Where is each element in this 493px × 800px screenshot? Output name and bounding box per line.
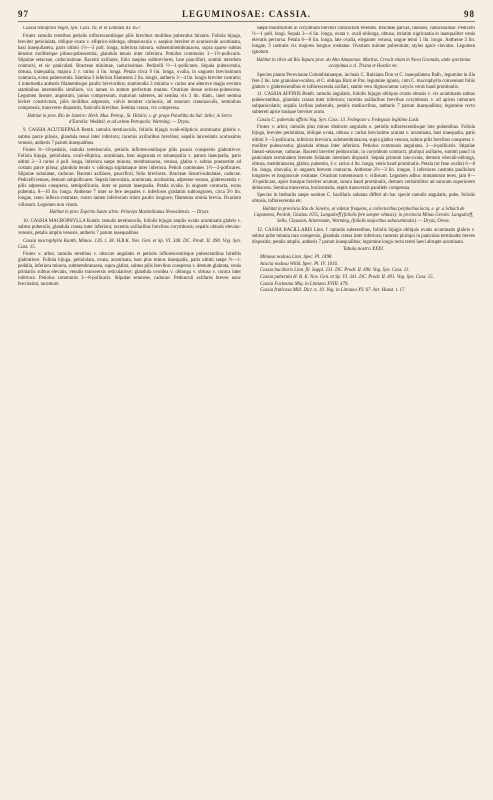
paragraph-syn-list: Acacia nodosa Willd. Spec. Pl. IV. 1016. (260, 261, 339, 267)
paragraph-center: Tabula nostra XXXI. (342, 247, 385, 253)
left-column (18, 26, 241, 794)
paragraph-syn: Cassia macrophylla Kunth, Mimos. 126. t. 38. H.B.K. Nov. Gen. et Sp. VI. 340. DC. Prodr. II. 490. Vog. Syn. Cass. 15. (18, 238, 241, 250)
right-page-number: 98 (464, 9, 475, 19)
paragraph-syn-list: Cassia Fockeana Miq. in Linnaea XVIII. 479. (260, 281, 349, 287)
paragraph-syn-list: Cassia puberula H. B. K. Nov. Gen. et Sp. VI. 341. DC. Prodr. II. 491. Vog. Syn. Cass. 15. (260, 274, 434, 280)
paragraph-body: Frutex v. arbor, ramulis teretibus v. obscure angulatis et petiolis inflorescentiisque pubescentibus hirtellis glabratisve. Foliola bijuga, petiolulata, ovata, acuminata, basi plus minus inaequalia, paris ultimi saepe ½—1-pedalia, inferiora minora, submembranacea, supra glabra, subtus pilis brevibus conspersa v. demum glabrata, venis primariis subtus elevatis, venulis transversis reticulatisve; glandula ovoidea v. oblonga v. obtusa v. conica inter inferiora. Petiolus communis 3—8-pollicaris. Stipulae setaceae, caducae. Pedunculi axillares breves nunc brevissimi, racemum (18, 252, 241, 288)
paragraph-head: 10. CASSIA MACROPHYLLA Kunth: ramulis teretiusculis, foliolis bijugis amplis ovatis acuminatis glabris v. subtus puberulis, glandula crassa inter inferiora; racemis axillaribus brevibus corymbosis; sepalis obtusis elevato-venosis, petalis amplis venosis, antheris 7 parum inaequalibus. (18, 218, 241, 237)
paragraph-body: Species in herbariis saepe nomine C. bacillaris salutata differt ab hac specie ramulis angulatis, pube, foliolis obtusis, inflorescentia etc. (252, 193, 475, 205)
page-title: LEGUMINOSAE: CASSIA. (181, 9, 312, 19)
paragraph-head: 11. CASSIA AFFINIS Benth. ramulis angulatis, foliolis bijugis obliquis ovatis obtusis v. vix acuminatis subtus pubescentibus, glandula crassa inter inferiora; racemis axillaribus brevibus corymbosis v. ad apices ramorum subpaniculatis; sepalis lavibus puberulis, petalis mediocribus, antheris 7 parum inaequalibus; legumine recto subtereti apice basique breviter acuto. (252, 92, 475, 116)
running-head (18, 9, 475, 22)
paragraph-head: 12. CASSIA BACILLARIS Linn. f. ramulis subteretibus, foliolis bijugis obliquis ovatis acuminatis glabris v. subtus pube minuta rara conspersis, glandula crassa inter inferiora; racemis pluriqui in paniculas terminales breves dispositis; petalis amplis, antheris 7 parum inaequalibus; legumine longo recto tereti laevi abrupte acuminato. (252, 227, 475, 245)
paragraph-body: Frutex 8—10-pedalis, ramulis teretiusculis, petiolis inflorescentiisque pilis paucis conspersis glabrativve. Foliola bijuga, petiolulata, ovali-elliptica, acuminata, basi angustata et subaequalia v. parum inaequalia, paris ultimi 2—3 rarius 4 poll. longa, inferiora saepe minora, membranacea, venosa, glabra v. subtus praesertim ad costam parce pilosa; glandula tenuis v. oblonga stipitataque inter inferiora. Petioli communes 1½—2-pollicares. Stipulae subulatae, caducae. Racemi axillares, pauciflori, folio breviores. Bracteae lineari-subulatae, caducae. Pedicelli tenues, demum subpollicares. Sepala lanceolata, acuminata, acutissima, adpresse venosa, glabrescentia v. pilis adpressis conspersa, semipollicaria, inter se parum inaequalia. Petala ovalia, in unguem contracta, extus pubentia, 8—10 lin. longa. Antherae 7 inter se fere aequales v. inferiores gradatim sublongiores, circa 3½ lin. longae, ramo inflexo-rostratae, rostro tamen inferiorum trium paullo longiore; filamenta omnia brevia. Ovarium villosum. Legumen non visum. (18, 148, 241, 208)
paragraph-body: Frutex ramulis teretibus petiolis inflorescentiisque pilis brevibus mollibus puberulus hirsutis. Foliola bijuga, breviter petiolulata, oblique ovata v. elliptico-oblonga, obtusiuscula v. saepius breviter et acutiuscule acuminata, basi inaequilatera, paris ultimi 1½—3 poll. longa, inferiora minora, subsemimembranacea, supra sparse subtus densius molliterque piloso-pubescentia; glandula tenuis inter inferiora. Petiolus communis 1—1½-pollicaris. Stipulae setaceae, caducissimae. Racemi axillares, folio saepius subbreviores, laxe pauciflori, summi interdum contracti, et sic paniculati. Bracteae minimae, caducissimae. Pedicelli ½—1-pollicares. Sepala pubescentia, obtusa, inaequalia, majora 3 v. rarius 4 lin. longa. Petala circa 9 lin. longa, ovalia, in unguem brevissimum contracta, extus pubescentia. Stamina 3 inferiora filamentis 2 lin. longis, antheris 3—4 lin. longis breviter rostratis; 4 intermedia antheris filamentisque paullo brevioribus; staminodia 3 minima v. rarius une alterove magis evoluto staminibus intermediis similiore, vix tamen in statum perfectum mutato. Ovarium dense sericeo-pubescens. Legumen lineare, angustum, junius compressum, maturum subteres, ad semina vix 3 lin. diam., inter semina leviter constrictum, pilis mollibus adpressis, valvis tenuiter coriaceis, ad suturam crassiusculis, seminibus compressis, transverse dispositis, funiculis brevibus. Semina crassa, vix compressa. (18, 33, 241, 112)
paragraph-hab: Habitat in prov. Rio de Janeiro: Herb. Mus. Petrop., St. Hilaire; s. gr. prope Parahiba do Sul: Sello; in Serra d'Estrella: Weddell, et ad urbem Petropolis: Warming. — Dryas. (27, 113, 232, 125)
paragraph-body: Species planta Peruvianae Columbianaeque, inclusis C. Ruiziana Don et C. inaequilatera Balb., legumine in illa fere 2 lin. lato granuloso-scabro, et C. obliqua Ruiz et Pav. legumine ignoto, cum C. macrophylla conveniunt foliis glabris v. glabrescentibus et inflorescentia axillari, statim vero dignoscuntur calycis venis haud prominulis. (252, 72, 475, 90)
paragraph-body: saepe multiflorum in corymbum breviter contractum ferentes. Bracteae parvae, lineares, caducissimae. Pedicelli ½—1 poll. longi. Sepala 3—4 lin. longa, ovata v. ovali-oblonga, obtusa, striatim nigricantia et inaequaliter venis elevatis percursa. Petala 6—8 lin. longa, late ovalia, eleganter venosa, ungue tenui 1 lin. longo. Antherae 3 lin. longae, 3 castratis vix majores longius rostratae. Ovarium minute puberulum; stylus apice clavatus. Legumen ignotum. (252, 26, 475, 56)
paragraph-syn: Cassia C. puberula affinis Vog. Syn. Cass. 13. Fedegozo v. Fedegozo legitimo Lusit. (257, 117, 420, 123)
paragraph-syn: Cassia tenuifolia Vogel, Syn. Cass. 16, et in Linnaea XI. 657. (23, 26, 142, 31)
text-columns (18, 26, 475, 794)
paragraph-body: Frutex v. arbor, ramulis plus minus distincte angulatis e. petiolis inflorescentiisque lute pubentibus. Foliola bijuga, breviter petiolulata, oblique ovata, obtusa v. rarius brevissime acutata v. acuminata, basi inaequalia, paris ultimi 3—5-pollicaria, inferiora breviora, submembranacea, supra glabra venosa, subtus pilis brevibus conspersa v. molliter pubescentia; glandula obtusa inter inferiora. Petiolus communis angulatus, 2—4-pollicaris. Stipulae lineari-setaceae, caducae. Racemi breviter pedunculati, in corymbum contracti, pluriqui axillares, summi paucl in paniculam terminalem breuem foliatam interdum dispositi. Sepala primum lato-ovata, demum obovali-oblonga, obtusa, membranacea, glabra, pubentia, 4 v. rarius 4 lin. longa, venis haud prominulis. Petala (ut fene ovalia) 6—8 lin. longa, obovalia, in unguem brevem contracta. Antherae 2½—3 lin. longae, 3 inferiores castratis paullulum longiores et longiuscule rostratae. Ovarium tomentosum v. villosum. Legumen adhuc immaturum teres, jam 8—10-pollicare, apice basique breviter acutum, sutura haud prominulis, demum verisimiliter ad suturam superiorem dehiscens. Semina transversa, horizontalia, septis transversis parallele compressa. (252, 125, 475, 191)
paragraph-syn-list: Cassia fruticosa Mill. Dict. n. 10. Vog. in Linnaea XV. 67. Act. Haust. t. 17. (260, 288, 406, 294)
paragraph-head: 9. CASSIA ACUTISEPALA Benth. ramulis teretiusculis, foliolis bijugis ovali-ellipticis acuminatis glabris v. subtus parce pilosis, glandula tenui inter inferiora; racemis axillaribus brevibus; sepalis lanceolatis acutissimis venosis, antheris 7 parum inaequalibus. (18, 128, 241, 146)
paragraph-hab: Habitat in provincia Rio de Janeiro, ut videtur frequens, a collectoribus perplurbus lecta, e. gr. a Schüch de Capanema, Peckolt, Glaziou 1055, Langsdorff (foliolis fere semper obtusis); in provincia Minas Geraës: Langsdorff, Sello, Claussen, Ackermann, Warming, (foliolis majoribus subacuminatis). — Dryas, Oreas. (253, 207, 474, 224)
paragraph-hab: Habitat in silvis ad Rio Yapura prov. do Alto Amazonas: Martius. Crescit etiam in Nova Granada, unde specimina accepimus a cl. Triana et Hostiin etc. (256, 57, 471, 69)
paragraph-hab: Habitat in prov. Espirito Santo silvis: Princeps Maximilianus Neowidensis. — Dryas. (49, 210, 210, 216)
right-column (252, 26, 475, 794)
left-page-number: 97 (18, 9, 29, 19)
paragraph-syn-list: Cassia bacillaris Linn. fil. Suppl. 231. DC. Prodr. II. 490. Vog. Syn. Cass. 11. (260, 268, 410, 274)
paragraph-syn-list: Mimosa nodosa Linn. Spec. Pl. 1498. (260, 254, 333, 260)
